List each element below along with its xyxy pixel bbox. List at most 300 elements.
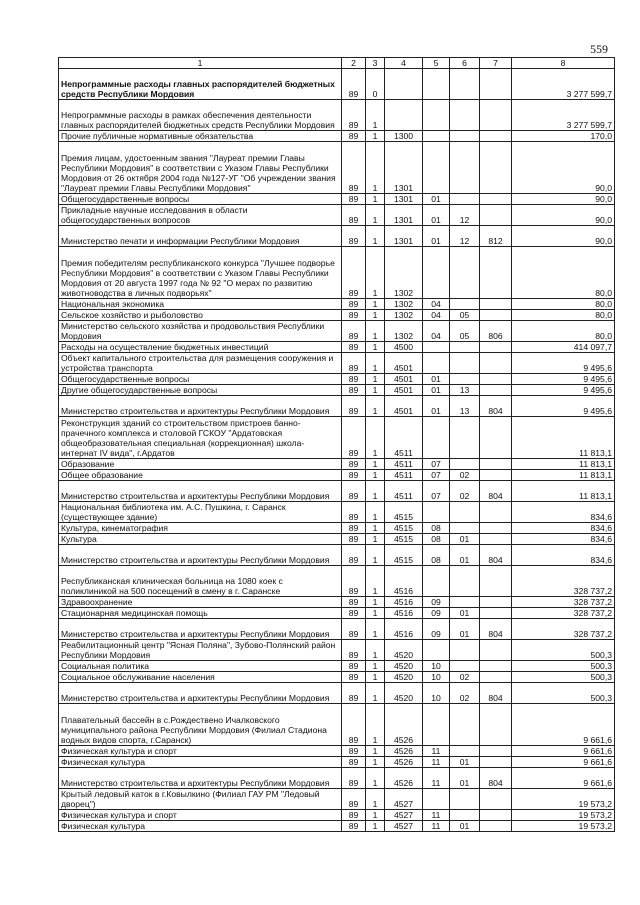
- target-code-cell: 4515: [385, 502, 423, 523]
- row-name-cell: Министерство строительства и архитектуры Республики Мордовия: [59, 481, 342, 502]
- ministry-code-cell: [480, 608, 512, 619]
- ministry-code-cell: [480, 342, 512, 353]
- subsection-cell: [450, 566, 480, 597]
- row-name-cell: Физическая культура: [59, 821, 342, 832]
- amount-cell: 9 495,6: [512, 374, 615, 385]
- ministry-code-cell: [480, 534, 512, 545]
- section-cell: [423, 704, 450, 746]
- subsection-cell: [450, 342, 480, 353]
- admin-code-cell: 89: [342, 100, 366, 131]
- ministry-code-cell: [480, 310, 512, 321]
- section-cell: [423, 417, 450, 459]
- ministry-code-cell: [480, 385, 512, 396]
- subprogram-code-cell: 1: [366, 205, 385, 226]
- admin-code-cell: 89: [342, 534, 366, 545]
- row-name-cell: Крытый ледовый каток в г.Ковылкино (Филиал ГАУ РМ "Ледовый дворец"): [59, 789, 342, 810]
- target-code-cell: 1301: [385, 205, 423, 226]
- admin-code-cell: 89: [342, 310, 366, 321]
- row-name-cell: Прикладные научные исследования в области общегосударственных вопросов: [59, 205, 342, 226]
- admin-code-cell: 89: [342, 566, 366, 597]
- amount-cell: 500,3: [512, 672, 615, 683]
- amount-cell: 328 737,2: [512, 566, 615, 597]
- section-cell: 11: [423, 821, 450, 832]
- subsection-cell: [450, 597, 480, 608]
- row-name-cell: Министерство сельского хозяйства и продовольствия Республики Мордовия: [59, 321, 342, 342]
- target-code-cell: 1302: [385, 299, 423, 310]
- table-row: [59, 810, 615, 821]
- target-code-cell: 4511: [385, 417, 423, 459]
- target-code-cell: 4516: [385, 619, 423, 640]
- row-name-cell: Непрограммные расходы главных распорядителей бюджетных средств Республики Мордовия: [59, 69, 342, 100]
- ministry-code-cell: [480, 142, 512, 194]
- target-code-cell: 4501: [385, 374, 423, 385]
- amount-cell: 19 573,2: [512, 789, 615, 810]
- table-row: [59, 459, 615, 470]
- ministry-code-cell: [480, 704, 512, 746]
- target-code-cell: 4501: [385, 396, 423, 417]
- target-code-cell: 4526: [385, 757, 423, 768]
- amount-cell: 80,0: [512, 321, 615, 342]
- amount-cell: 80,0: [512, 299, 615, 310]
- row-name-cell: Премия лицам, удостоенным звания "Лауреат премии Главы Республики Мордовия" в соответствии с Указом Главы Республики Мордовия от 26 октября 2004 года №127-УГ "Об учреждении звания "Лауреат премии Главы Республики Мордовия": [59, 142, 342, 194]
- target-code-cell: 1302: [385, 321, 423, 342]
- amount-cell: 9 661,6: [512, 746, 615, 757]
- row-name-cell: Стационарная медицинская помощь: [59, 608, 342, 619]
- target-code-cell: 4527: [385, 821, 423, 832]
- admin-code-cell: 89: [342, 672, 366, 683]
- subprogram-code-cell: 1: [366, 299, 385, 310]
- admin-code-cell: 89: [342, 342, 366, 353]
- table-row: [59, 342, 615, 353]
- subprogram-code-cell: 1: [366, 385, 385, 396]
- amount-cell: 9 661,6: [512, 704, 615, 746]
- section-cell: 09: [423, 619, 450, 640]
- section-cell: [423, 142, 450, 194]
- admin-code-cell: 89: [342, 374, 366, 385]
- target-code-cell: 4511: [385, 470, 423, 481]
- subsection-cell: 05: [450, 321, 480, 342]
- table-row: [59, 566, 615, 597]
- budget-table: [58, 57, 615, 832]
- section-cell: 10: [423, 672, 450, 683]
- section-cell: 10: [423, 683, 450, 704]
- target-code-cell: 1301: [385, 142, 423, 194]
- admin-code-cell: 89: [342, 353, 366, 374]
- subsection-cell: 05: [450, 310, 480, 321]
- row-name-cell: Министерство строительства и архитектуры Республики Мордовия: [59, 619, 342, 640]
- row-name-cell: Министерство строительства и архитектуры Республики Мордовия: [59, 683, 342, 704]
- subprogram-code-cell: 1: [366, 247, 385, 299]
- subsection-cell: [450, 640, 480, 661]
- subsection-cell: [450, 523, 480, 534]
- table-row: [59, 226, 615, 247]
- amount-cell: 90,0: [512, 205, 615, 226]
- subsection-cell: [450, 374, 480, 385]
- subprogram-code-cell: 1: [366, 481, 385, 502]
- subsection-cell: [450, 353, 480, 374]
- amount-cell: 9 495,6: [512, 353, 615, 374]
- table-row: [59, 523, 615, 534]
- section-cell: 04: [423, 299, 450, 310]
- amount-cell: 414 097,7: [512, 342, 615, 353]
- admin-code-cell: 89: [342, 194, 366, 205]
- ministry-code-cell: 804: [480, 683, 512, 704]
- ministry-code-cell: 806: [480, 321, 512, 342]
- ministry-code-cell: [480, 640, 512, 661]
- amount-cell: 11 813,1: [512, 417, 615, 459]
- table-row: [59, 502, 615, 523]
- subsection-cell: 01: [450, 608, 480, 619]
- row-name-cell: Другие общегосударственные вопросы: [59, 385, 342, 396]
- row-name-cell: Республиканская клиническая больница на 1080 коек с поликлиникой на 500 посещений в смену в г. Саранске: [59, 566, 342, 597]
- admin-code-cell: 89: [342, 205, 366, 226]
- subprogram-code-cell: 0: [366, 69, 385, 100]
- section-cell: 11: [423, 757, 450, 768]
- admin-code-cell: 89: [342, 810, 366, 821]
- ministry-code-cell: [480, 459, 512, 470]
- subsection-cell: [450, 704, 480, 746]
- ministry-code-cell: 804: [480, 545, 512, 566]
- admin-code-cell: 89: [342, 789, 366, 810]
- section-cell: 11: [423, 768, 450, 789]
- admin-code-cell: 89: [342, 299, 366, 310]
- section-cell: 11: [423, 746, 450, 757]
- section-cell: 07: [423, 481, 450, 502]
- target-code-cell: 1302: [385, 310, 423, 321]
- amount-cell: 90,0: [512, 226, 615, 247]
- target-code-cell: 4520: [385, 683, 423, 704]
- section-cell: [423, 69, 450, 100]
- target-code-cell: 1301: [385, 194, 423, 205]
- admin-code-cell: 89: [342, 597, 366, 608]
- amount-cell: 9 661,6: [512, 757, 615, 768]
- ministry-code-cell: 804: [480, 481, 512, 502]
- section-cell: 01: [423, 205, 450, 226]
- row-name-cell: Национальная библиотека им. А.С. Пушкина, г. Саранск (существующее здание): [59, 502, 342, 523]
- ministry-code-cell: [480, 299, 512, 310]
- admin-code-cell: 89: [342, 142, 366, 194]
- row-name-cell: Социальная политика: [59, 661, 342, 672]
- subprogram-code-cell: 1: [366, 746, 385, 757]
- subsection-cell: 12: [450, 226, 480, 247]
- subprogram-code-cell: 1: [366, 545, 385, 566]
- admin-code-cell: 89: [342, 396, 366, 417]
- subprogram-code-cell: 1: [366, 683, 385, 704]
- subprogram-code-cell: 1: [366, 640, 385, 661]
- section-cell: 01: [423, 396, 450, 417]
- subprogram-code-cell: 1: [366, 374, 385, 385]
- target-code-cell: 1300: [385, 131, 423, 142]
- admin-code-cell: 89: [342, 502, 366, 523]
- section-cell: [423, 566, 450, 597]
- subprogram-code-cell: 1: [366, 353, 385, 374]
- row-name-cell: Общее образование: [59, 470, 342, 481]
- row-name-cell: Социальное обслуживание населения: [59, 672, 342, 683]
- target-code-cell: 4501: [385, 385, 423, 396]
- admin-code-cell: 89: [342, 746, 366, 757]
- target-code-cell: 4516: [385, 608, 423, 619]
- section-cell: [423, 131, 450, 142]
- admin-code-cell: 89: [342, 545, 366, 566]
- amount-cell: 9 661,6: [512, 768, 615, 789]
- amount-cell: 19 573,2: [512, 810, 615, 821]
- section-cell: 10: [423, 661, 450, 672]
- ministry-code-cell: [480, 502, 512, 523]
- row-name-cell: Культура: [59, 534, 342, 545]
- header-row: [59, 58, 615, 69]
- subsection-cell: [450, 661, 480, 672]
- section-cell: 01: [423, 374, 450, 385]
- table-row: [59, 757, 615, 768]
- subsection-cell: 01: [450, 545, 480, 566]
- amount-cell: 3 277 599,7: [512, 69, 615, 100]
- section-cell: 08: [423, 534, 450, 545]
- subprogram-code-cell: 1: [366, 608, 385, 619]
- table-row: [59, 100, 615, 131]
- table-row: [59, 619, 615, 640]
- target-code-cell: 4501: [385, 353, 423, 374]
- subsection-cell: [450, 502, 480, 523]
- subsection-cell: 02: [450, 470, 480, 481]
- table-row: [59, 310, 615, 321]
- section-cell: [423, 247, 450, 299]
- amount-cell: 834,6: [512, 523, 615, 534]
- amount-cell: 834,6: [512, 502, 615, 523]
- target-code-cell: 1301: [385, 226, 423, 247]
- header-cell: 4: [385, 58, 423, 69]
- admin-code-cell: 89: [342, 768, 366, 789]
- subsection-cell: 02: [450, 683, 480, 704]
- section-cell: 01: [423, 194, 450, 205]
- ministry-code-cell: [480, 131, 512, 142]
- subprogram-code-cell: 1: [366, 131, 385, 142]
- subsection-cell: 02: [450, 481, 480, 502]
- table-row: [59, 821, 615, 832]
- admin-code-cell: 89: [342, 619, 366, 640]
- ministry-code-cell: [480, 661, 512, 672]
- amount-cell: 500,3: [512, 640, 615, 661]
- section-cell: 09: [423, 608, 450, 619]
- ministry-code-cell: [480, 353, 512, 374]
- subprogram-code-cell: 1: [366, 534, 385, 545]
- subsection-cell: [450, 194, 480, 205]
- subprogram-code-cell: 1: [366, 597, 385, 608]
- section-cell: [423, 353, 450, 374]
- subsection-cell: 13: [450, 396, 480, 417]
- subprogram-code-cell: 1: [366, 768, 385, 789]
- header-cell: 5: [423, 58, 450, 69]
- ministry-code-cell: [480, 746, 512, 757]
- table-row: [59, 142, 615, 194]
- admin-code-cell: 89: [342, 131, 366, 142]
- target-code-cell: 4516: [385, 566, 423, 597]
- ministry-code-cell: [480, 757, 512, 768]
- header-cell: 2: [342, 58, 366, 69]
- section-cell: [423, 640, 450, 661]
- section-cell: 04: [423, 321, 450, 342]
- ministry-code-cell: 804: [480, 396, 512, 417]
- amount-cell: 80,0: [512, 310, 615, 321]
- subprogram-code-cell: 1: [366, 470, 385, 481]
- row-name-cell: Прочие публичные нормативные обязательства: [59, 131, 342, 142]
- header-cell: 8: [512, 58, 615, 69]
- row-name-cell: Образование: [59, 459, 342, 470]
- subprogram-code-cell: 1: [366, 142, 385, 194]
- section-cell: 08: [423, 545, 450, 566]
- subprogram-code-cell: 1: [366, 757, 385, 768]
- subsection-cell: [450, 417, 480, 459]
- table-row: [59, 545, 615, 566]
- amount-cell: 170,0: [512, 131, 615, 142]
- section-cell: 04: [423, 310, 450, 321]
- target-code-cell: 4516: [385, 597, 423, 608]
- target-code-cell: 4511: [385, 481, 423, 502]
- table-row: [59, 321, 615, 342]
- amount-cell: 500,3: [512, 683, 615, 704]
- row-name-cell: Культура, кинематография: [59, 523, 342, 534]
- table-row: [59, 597, 615, 608]
- table-row: [59, 69, 615, 100]
- ministry-code-cell: [480, 194, 512, 205]
- ministry-code-cell: [480, 100, 512, 131]
- section-cell: [423, 342, 450, 353]
- target-code-cell: 4527: [385, 789, 423, 810]
- ministry-code-cell: [480, 810, 512, 821]
- target-code-cell: 4500: [385, 342, 423, 353]
- amount-cell: 328 737,2: [512, 597, 615, 608]
- row-name-cell: Премия победителям республиканского конкурса "Лучшее подворье Республики Мордовия" в соответствии с Указом Главы Республики Мордовия от 20 августа 1997 года № 92 "О мерах по развитию животноводства в личных подворьях": [59, 247, 342, 299]
- subprogram-code-cell: 1: [366, 396, 385, 417]
- table-row: [59, 247, 615, 299]
- page-number: 559: [590, 42, 608, 56]
- admin-code-cell: 89: [342, 470, 366, 481]
- ministry-code-cell: [480, 821, 512, 832]
- table-row: [59, 205, 615, 226]
- ministry-code-cell: [480, 566, 512, 597]
- section-cell: [423, 502, 450, 523]
- ministry-code-cell: [480, 205, 512, 226]
- admin-code-cell: 89: [342, 226, 366, 247]
- subprogram-code-cell: 1: [366, 459, 385, 470]
- subprogram-code-cell: 1: [366, 566, 385, 597]
- section-cell: 07: [423, 470, 450, 481]
- table-row: [59, 481, 615, 502]
- subsection-cell: [450, 100, 480, 131]
- target-code-cell: [385, 69, 423, 100]
- row-name-cell: Объект капитального строительства для размещения сооружения и устройства транспорта: [59, 353, 342, 374]
- section-cell: 08: [423, 523, 450, 534]
- subprogram-code-cell: 1: [366, 672, 385, 683]
- target-code-cell: 4526: [385, 768, 423, 789]
- ministry-code-cell: [480, 417, 512, 459]
- row-name-cell: Общегосударственные вопросы: [59, 194, 342, 205]
- row-name-cell: Министерство строительства и архитектуры Республики Мордовия: [59, 768, 342, 789]
- ministry-code-cell: [480, 789, 512, 810]
- admin-code-cell: 89: [342, 417, 366, 459]
- header-cell: 6: [450, 58, 480, 69]
- amount-cell: 834,6: [512, 534, 615, 545]
- subsection-cell: [450, 299, 480, 310]
- ministry-code-cell: [480, 69, 512, 100]
- row-name-cell: Министерство печати и информации Республики Мордовия: [59, 226, 342, 247]
- table-row: [59, 608, 615, 619]
- amount-cell: 9 495,6: [512, 396, 615, 417]
- admin-code-cell: 89: [342, 608, 366, 619]
- row-name-cell: Реабилитационный центр "Ясная Поляна", Зубово-Полянский район Республики Мордовия: [59, 640, 342, 661]
- subprogram-code-cell: 1: [366, 821, 385, 832]
- subsection-cell: 01: [450, 757, 480, 768]
- subsection-cell: [450, 247, 480, 299]
- amount-cell: 328 737,2: [512, 619, 615, 640]
- subsection-cell: 01: [450, 619, 480, 640]
- amount-cell: 328 737,2: [512, 608, 615, 619]
- ministry-code-cell: [480, 470, 512, 481]
- admin-code-cell: 89: [342, 757, 366, 768]
- table-row: [59, 131, 615, 142]
- table-row: [59, 789, 615, 810]
- table-row: [59, 534, 615, 545]
- subprogram-code-cell: 1: [366, 523, 385, 534]
- amount-cell: 834,6: [512, 545, 615, 566]
- subprogram-code-cell: 1: [366, 619, 385, 640]
- section-cell: 01: [423, 226, 450, 247]
- admin-code-cell: 89: [342, 459, 366, 470]
- admin-code-cell: 89: [342, 481, 366, 502]
- target-code-cell: 4526: [385, 746, 423, 757]
- header-cell: 7: [480, 58, 512, 69]
- row-name-cell: Министерство строительства и архитектуры Республики Мордовия: [59, 545, 342, 566]
- admin-code-cell: 89: [342, 385, 366, 396]
- target-code-cell: 4527: [385, 810, 423, 821]
- target-code-cell: 4511: [385, 459, 423, 470]
- row-name-cell: Физическая культура и спорт: [59, 746, 342, 757]
- row-name-cell: Здравоохранение: [59, 597, 342, 608]
- row-name-cell: Сельское хозяйство и рыболовство: [59, 310, 342, 321]
- row-name-cell: Плавательный бассейн в с.Рождествено Ичалковского муниципального района Республики Мордовия (Филиал Стадиона водных видов спорта, г.Саранск): [59, 704, 342, 746]
- amount-cell: 80,0: [512, 247, 615, 299]
- row-name-cell: Реконструкция зданий со строительством пристроев банно-прачечного комплекса и столовой ГСКОУ "Ардатовская общеобразовательная специальная (коррекционная) школа-интернат IV вида", г.Ардатов: [59, 417, 342, 459]
- row-name-cell: Министерство строительства и архитектуры Республики Мордовия: [59, 396, 342, 417]
- subprogram-code-cell: 1: [366, 789, 385, 810]
- ministry-code-cell: [480, 523, 512, 534]
- table-row: [59, 299, 615, 310]
- subsection-cell: [450, 142, 480, 194]
- table-row: [59, 417, 615, 459]
- ministry-code-cell: 804: [480, 768, 512, 789]
- table-row: [59, 353, 615, 374]
- subprogram-code-cell: 1: [366, 100, 385, 131]
- table-row: [59, 768, 615, 789]
- subsection-cell: 12: [450, 205, 480, 226]
- subsection-cell: 02: [450, 672, 480, 683]
- amount-cell: 9 495,6: [512, 385, 615, 396]
- admin-code-cell: 89: [342, 683, 366, 704]
- admin-code-cell: 89: [342, 640, 366, 661]
- target-code-cell: 4515: [385, 545, 423, 566]
- amount-cell: 90,0: [512, 194, 615, 205]
- ministry-code-cell: 812: [480, 226, 512, 247]
- subsection-cell: 01: [450, 821, 480, 832]
- amount-cell: 19 573,2: [512, 821, 615, 832]
- table-row: [59, 385, 615, 396]
- subprogram-code-cell: 1: [366, 321, 385, 342]
- target-code-cell: 4526: [385, 704, 423, 746]
- target-code-cell: 4515: [385, 534, 423, 545]
- amount-cell: 11 813,1: [512, 459, 615, 470]
- subprogram-code-cell: 1: [366, 342, 385, 353]
- target-code-cell: 4520: [385, 672, 423, 683]
- section-cell: 09: [423, 597, 450, 608]
